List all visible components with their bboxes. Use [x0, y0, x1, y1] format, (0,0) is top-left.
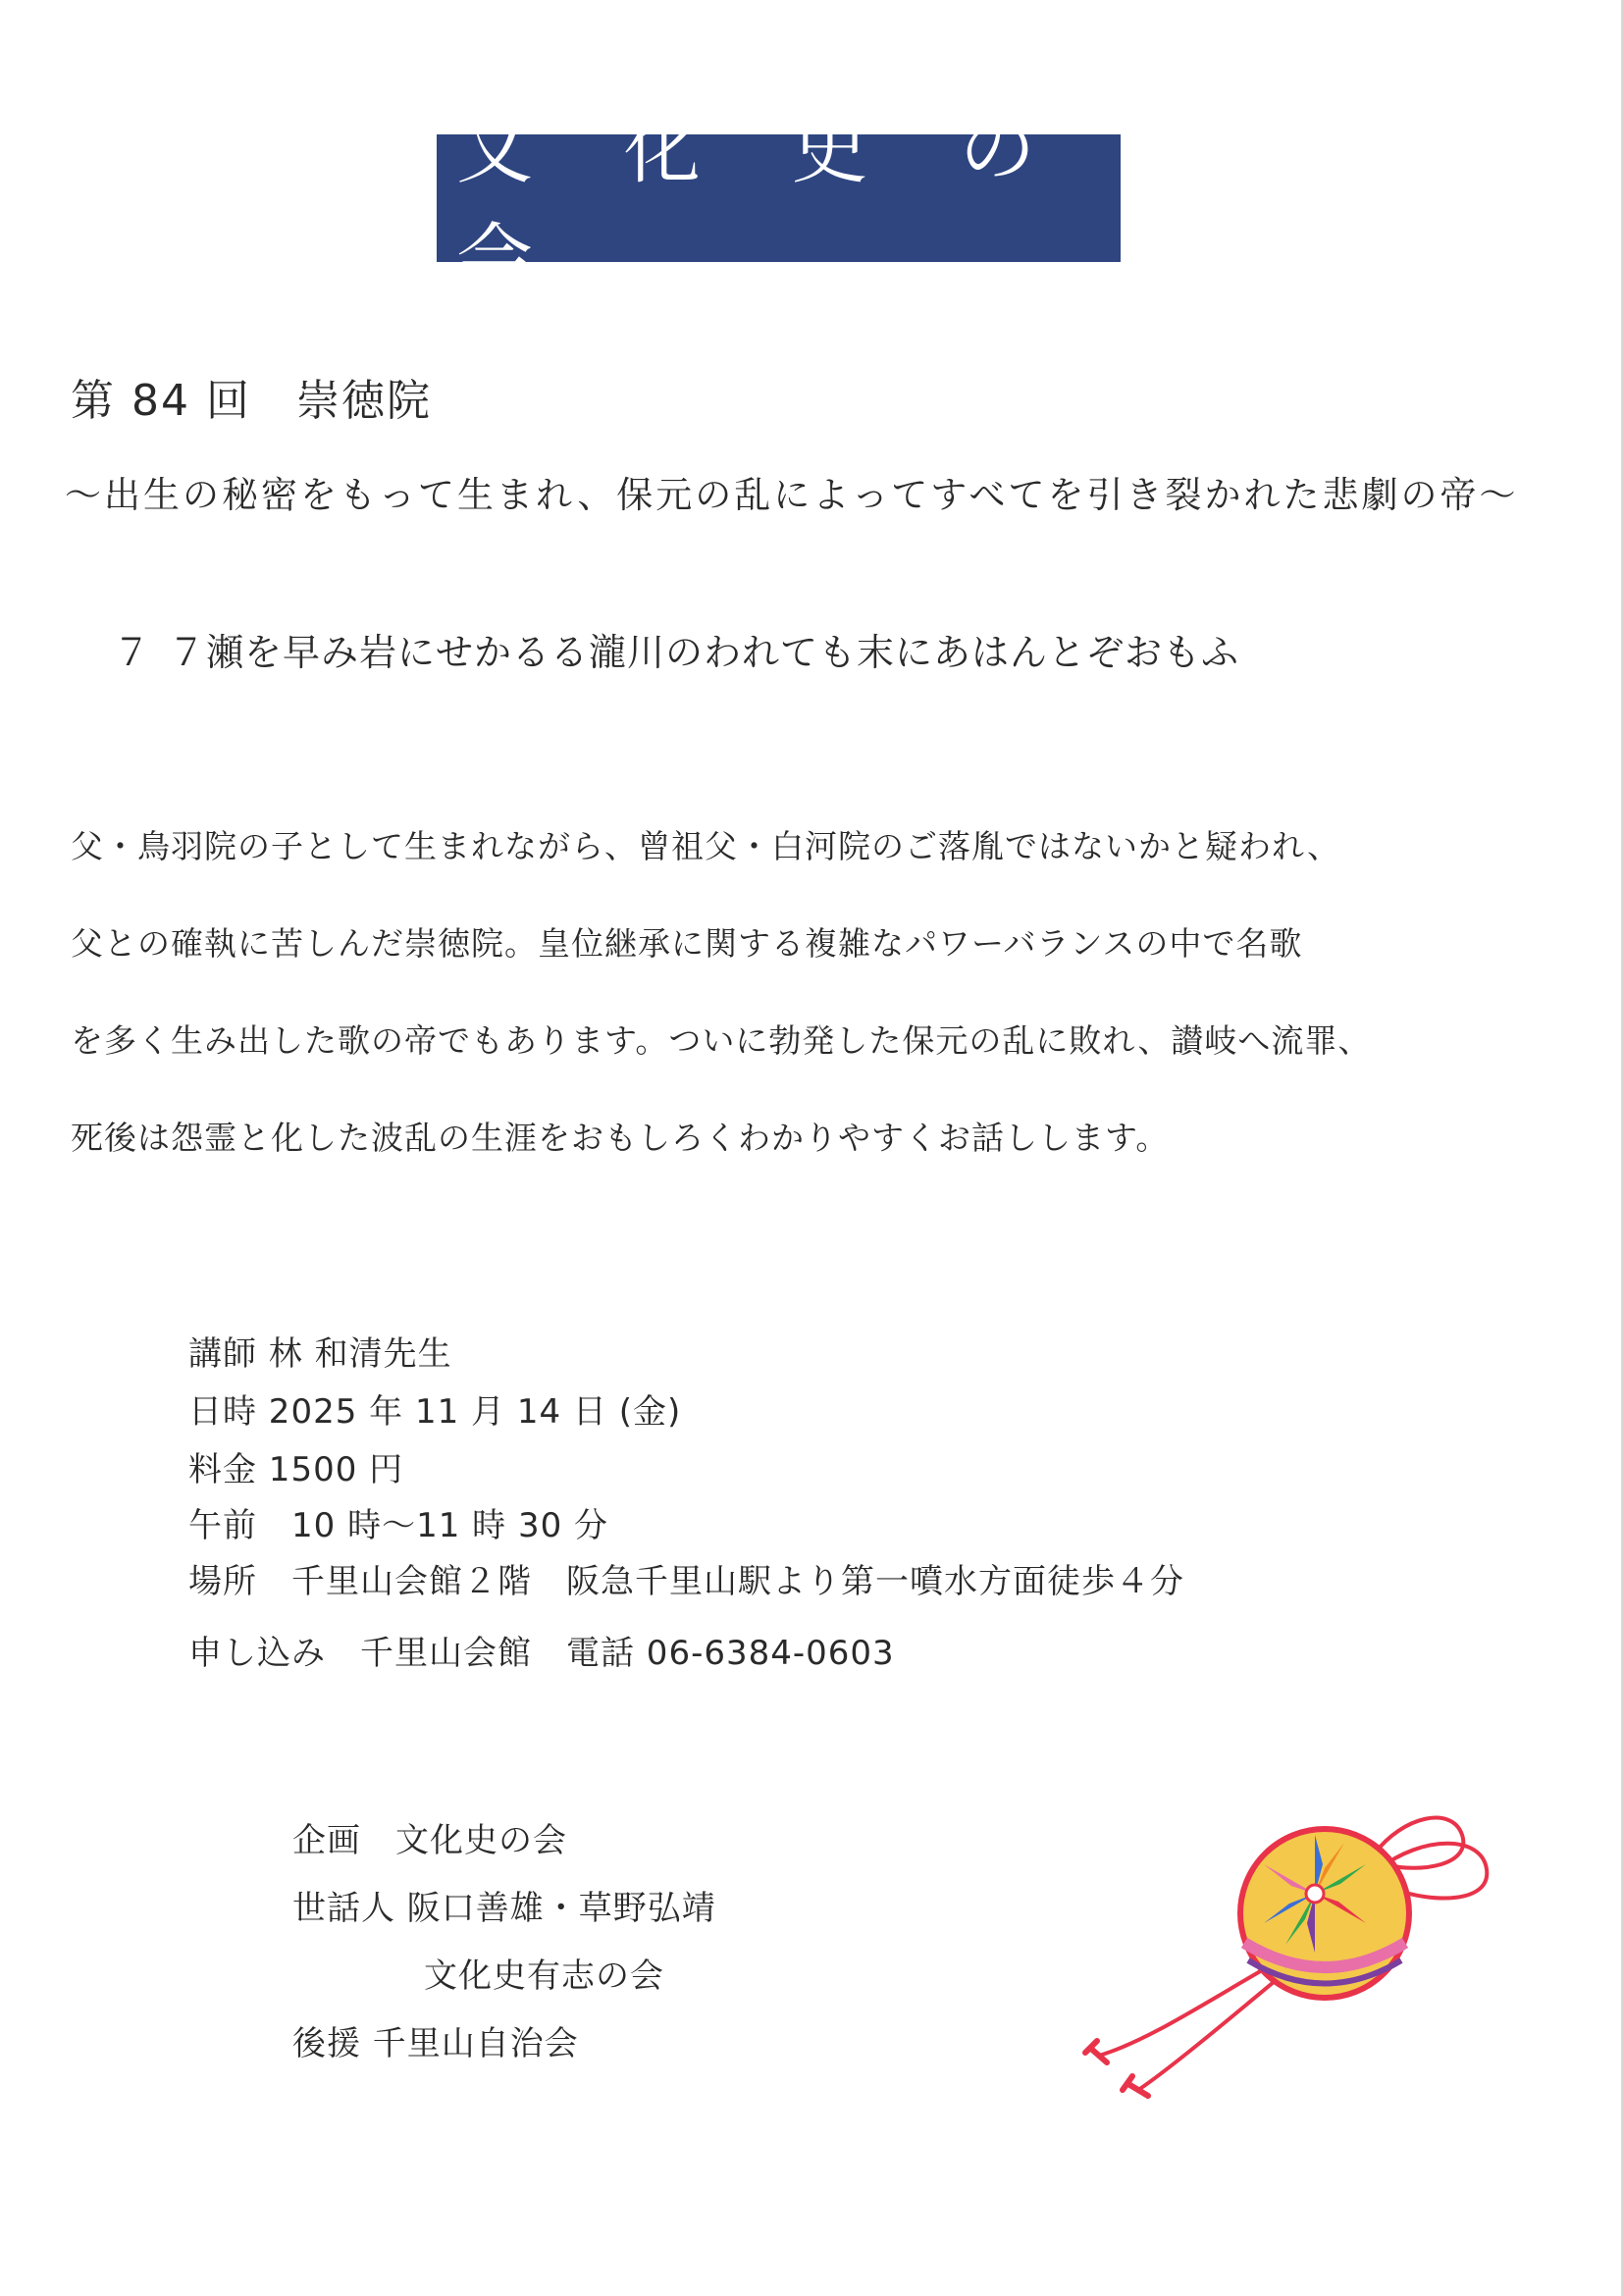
time-line: 午前 10 時～11 時 30 分 [188, 1506, 609, 1545]
lecture-heading: 第 84 回 崇徳院 [71, 376, 432, 426]
poem-number: ７７ [113, 631, 224, 674]
temari-ball-illustration [991, 1796, 1501, 2110]
fee-line: 料金 1500 円 [188, 1450, 404, 1489]
poem-text: 瀬を早み岩にせかるる瀧川のわれても末にあはんとぞおもふ [206, 631, 1240, 674]
date-line: 日時 2025 年 11 月 14 日 (金) [188, 1392, 682, 1432]
place-line: 場所 千里山会館２階 阪急千里山駅より第一噴水方面徒歩４分 [188, 1562, 1184, 1601]
description-line-1: 父・鳥羽院の子として生まれながら、曾祖父・白河院のご落胤ではないかと疑われ、 [71, 827, 1340, 865]
lecture-subtitle: ～出生の秘密をもって生まれ、保元の乱によってすべてを引き裂かれた悲劇の帝～ [65, 474, 1519, 516]
title-banner: 文 化 史 の 会 [437, 134, 1121, 262]
support-line: 後援 千里山自治会 [292, 2024, 579, 2063]
lecturer-line: 講師 林 和清先生 [188, 1334, 452, 1374]
plan-line: 企画 文化史の会 [292, 1821, 567, 1860]
apply-line: 申し込み 千里山会館 電話 06-6384-0603 [188, 1634, 895, 1673]
description-line-4: 死後は怨霊と化した波乱の生涯をおもしろくわかりやすくお話しします。 [71, 1119, 1170, 1157]
organizers-line-2: 文化史有志の会 [424, 1957, 664, 1996]
description-line-2: 父との確執に苦しんだ崇徳院。皇位継承に関する複雑なパワーバランスの中で名歌 [71, 924, 1303, 963]
description-line-3: を多く生み出した歌の帝でもあります。ついに勃発した保元の乱に敗れ、讃岐へ流罪、 [71, 1021, 1372, 1060]
organizers-line: 世話人 阪口善雄・草野弘靖 [292, 1889, 716, 1928]
